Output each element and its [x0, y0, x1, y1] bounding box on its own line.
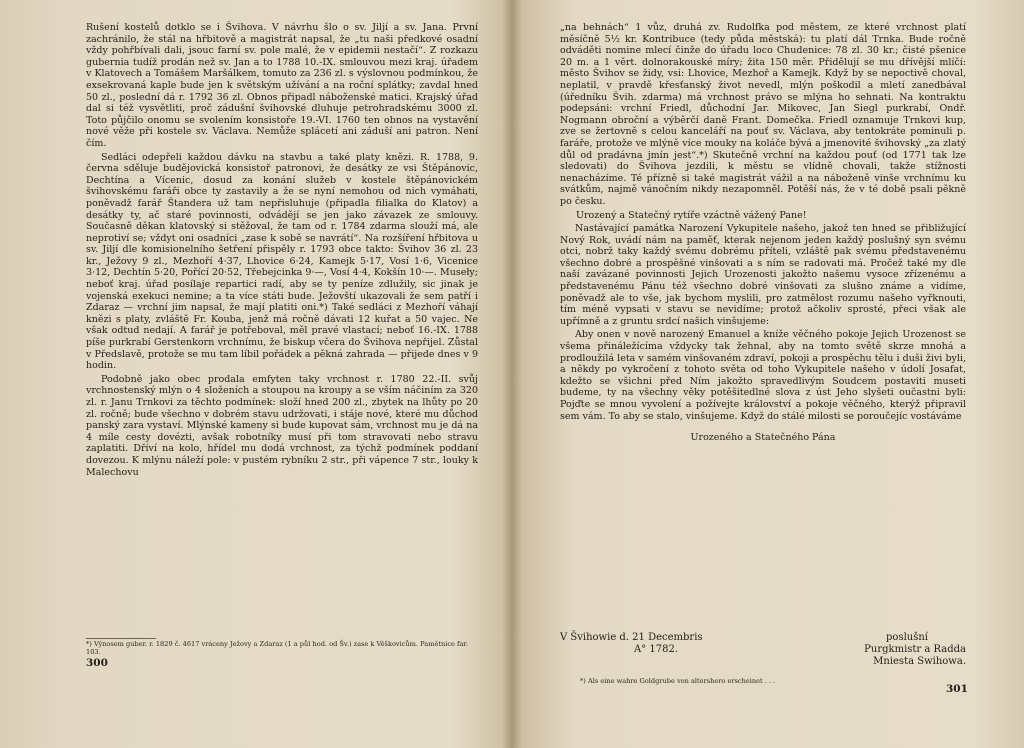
right-page-body — [560, 22, 966, 444]
letter-signature-block — [560, 632, 966, 668]
letter-closing: Urozeného a Statečného Pána — [690, 432, 836, 444]
letter-paragraph-2: Aby onen v nově narozený Emanuel a kníže věčného pokoje Jejich Urozenost se všema přináležícíma vždycky tak žehnal, aby na tomto světě skrze mnohá a prodloužilá leta v samém vinšovaném zdraví, pokoji a prospěchu tělu i duši živi byli, a někdy po vykročení z tohoto světa od toho Vykupitele našeho v údolí Josafat, kdežto se všichni před Ním jakožto spravedlivým Soudcem postaviti museti budeme, ty na všechny věky potěšitedlné slova z úst Jeho slyšeti oučastni byli: Pojďte se mnou vyvolení a požívejte království a pokoje věčného, kterýž připravil sem vám. To aby se stalo, vinšujeme. Když do stálé milosti se poroučejíc vostáváme — [560, 329, 966, 422]
letter-salutation: Urozený a Statečný rytíře vzáctně vážený Pane! — [576, 209, 807, 221]
right-paragraph-1: „na behnách“ 1 vůz, druhá zv. Rudolfka pod městem, ze které vrchnost platí měsíčně 5½ kr. Kontribuce (tedy půda městská): tu platí dál Trnka. Bude ročně odváděti nomine mlecí činže do úřadu loco Chudenice: 78 zl. 30 kr.; čisté pšenice 20 m. a 1 věrt. dolnorakouské míry; žita 150 měr. Přidělují se mu dřívější mlíčí: město Švihov se židy, vsi: Lhovice, Mezhoř a Kamejk. Když by se nepoctivě choval, neplatil, v pravdě křesťanský život nevedl, mlýn poškodil a mletí zanedbával (úředníku Švih. zdarma) má vrchnost právo se mlýna ho sehnati. Na kontraktu podepsáni: vrchní Friedl, důchodní Jar. Mikovec, Jan Siegl purkrabí, Ondř. Nogmann obroční a výběrčí daně Frant. Domečka. Friedl oznamuje Trnkovi kup, zve se žertovně s celou kanceláří na pouť sv. Václava, aby tentokráte pominuli p. faráře, protože ve mlýně více mouky na koláče bývá a jmenovité švihovský „za zlatý důl od pradávna jmín jest“.*) Skutečně vrchní na každou pouť (od 1771 tak lze sledovati) do Švihova jezdili, k městu se vlídně chovali, takže stížnosti nenacházíme. Té přízně si také magistrát vážil a na náboženě vinše vrchnímu ku svátkům, najmě vánočním nikdy nezapomněl. Potěší nás, že v té době psali pěkně po česku. — [560, 22, 966, 207]
left-page-number: 300 — [86, 657, 108, 669]
left-page-body — [86, 22, 478, 480]
letter-paragraph-1: Nastávající památka Narození Vykupitele našeho, jakož ten hned se přibližující Nový Rok, uvádí nám na paměť, kterak nejenom jeden každý poslušný syn svému otci, nobrž taky každý svému dobrému příteli, vzláště pak svému představenému všechno dobré a prospěšné vinšovati a s ním se radovati má. Pročež také my dle naší zavázané povinnosti Jejich Urozenosti jakožto našemu vysoce zřízenému a představenému Pánu též všechno dobré vinšovati za slušno známe a vidíme, poněvadž ale to vše, jak bychom myslili, pro zatmělost rozumu našeho vyřknouti, tím méně vypsati v stavu se nevidíme; protož ačkoliv sprosté, přeci však ale upřímně a z gruntu srdcí našich vinšujeme: — [560, 223, 966, 327]
signatory-line-3: Mniesta Swihowa. — [873, 656, 966, 667]
letter-year: A° 1782. — [634, 644, 679, 655]
signatory-line-2: Purgkmistr a Radda — [864, 644, 966, 655]
letter-place: V Švihowie d. 21 Decembris — [560, 632, 703, 643]
left-paragraph-3: Podobně jako obec prodala emfyten taky vrchnost r. 1780 22.-II. svůj vrchnostenský mlýn o 4 složeních a stoupou na kroupy a se vším náčiním za 320 zl. r. Janu Trnkovi za těchto podmínek: složí hned 200 zl., zbytek na lhůty po 20 zl. ročně; bude všechno v dobrém stavu udržovati, i stáje nové, které mu důchod panský zara vystaví. Mlýnské kameny si bude kupovat sám, vrchnost mu je dá na 4 míle cesty dovézti, avšak robotníky musí při tom stravovati nebo stravu zaplatiti. Dříví na kolo, hřídel mu dodá vrchnost, za týchž podmínek poddaní dovezou. K mlýnu náleží pole: v pustém rybníku 2 str., při vápence 7 str., louky k Malechovu — [86, 373, 478, 478]
left-footnote: *) Výnosem guber. r. 1829 č. 4617 vráceny Ježovy a Zdaraz (1 a půl hod. od Šv.) zase k Věškovicům. Pamětnice far. 103. — [86, 640, 468, 656]
left-footnote-rule — [86, 638, 156, 639]
letter-place-date — [560, 632, 703, 668]
left-paragraph-1: Rušení kostelů dotklo se i Švihova. V návrhu šlo o sv. Jiljí a sv. Jana. První zachránilo, že stál na hřbitově a magistrát napsal, že „tu naši předkové osadní vždy pohřbívali dali, jsouc farní sv. pole malé, že v epidemii nestačí“. Z rozkazu gubernia tudíž prodán než sv. Jan a to 1788 10.-IX. smlouvou mezi kraj. úřadem v Klatovech a Tomášem Maršálkem, tomuto za 236 zl. s výslovnou podmínkou, že exsekrovaná kaple bude jen k světským užívání a na roční splátky; zavdal hned 50 zl., poslední dá r. 1792 36 zl. Obnos připadl náboženské matici. Krajský úřad dal si též vysvětliti, proč zádušní švihovské dluhuje petrohradskému 3000 zl. Toto půjčilo onomu se svolením konsistoře 19.-VI. 1760 ten obnos na vystavění nové věže při kostele sv. Václava. Nemůže splácetí ani záduší ani patron. Není čím. — [86, 22, 478, 149]
signatory-line-1: poslušní — [886, 632, 928, 643]
letter-signatories — [864, 632, 966, 668]
right-page-number: 301 — [946, 683, 968, 695]
left-paragraph-2: Sedláci odepřeli každou dávku na stavbu a také platy knězi. R. 1788, 9. června sděluje budějovická konsistoř patronovi, že desátky ze vsi Štěpánovic, Dechtína a Vícenic, dosud za konání služeb v kostele štěpánovickém švihovskému faráři obce ty zastavily a že se nyní nemohou od nich vymáhati, poněvadž farář Štandera už tam nepřisluhuje (připadla filialka do Klatov) a desátky ty, ač staré povinnosti, odvádějí se jen jako závazek ze smlouvy. Současně děkan klatovský si stěžoval, že tam od r. 1784 zdarma slouží má, ale neprotiví se; vždyt oni osadníci „zase k sobě se navrátí“. Na rozšíření hřbitova u sv. Jiljí dle komisionelního šetření přispěly r. 1793 obce takto: Švihov 36 zl. 23 kr., Ježovy 9 zl., Mezhoří 4·37, Lhovice 6·24, Kamejk 5·17, Vosí 1·6, Vicenice 3·12, Dechtín 5·20, Pořící 20·52, Třebejcinka 9·—, Vosí 4·4, Kokšín 10·—. Museły; neboť kraj. úřad posílaje repartici radí, aby se ty peníze zdlužily, sic jinak je vojenská exekuci nemine; a ta více státi bude. Ježovští ukazovali že sem patří i Zdaraz — vrchní jim napsal, že mají platiti oni.*) Také sedláci z Mezhoří váhají knězi s platy, zvláště Fr. Kouba, jenž má ročně dávati 12 kuřat a 50 vajec. Ne však odtud nedají. A farář je potřeboval, měl pravé vlastací; neboť 16.-IX. 1788 píše purkrabí Gerstenkorn vrchnímu, že biskup včera do Švihova nepřijel. Zůstal v Předslavě, protože se mu tam líbil pořádek a pěkná zahrada — přijede dnes v 9 hodin. — [86, 151, 478, 372]
right-footnote: *) Als eine wahre Goldgrube von altershero erscheinet . . . — [580, 677, 776, 685]
right-page — [514, 0, 1024, 748]
